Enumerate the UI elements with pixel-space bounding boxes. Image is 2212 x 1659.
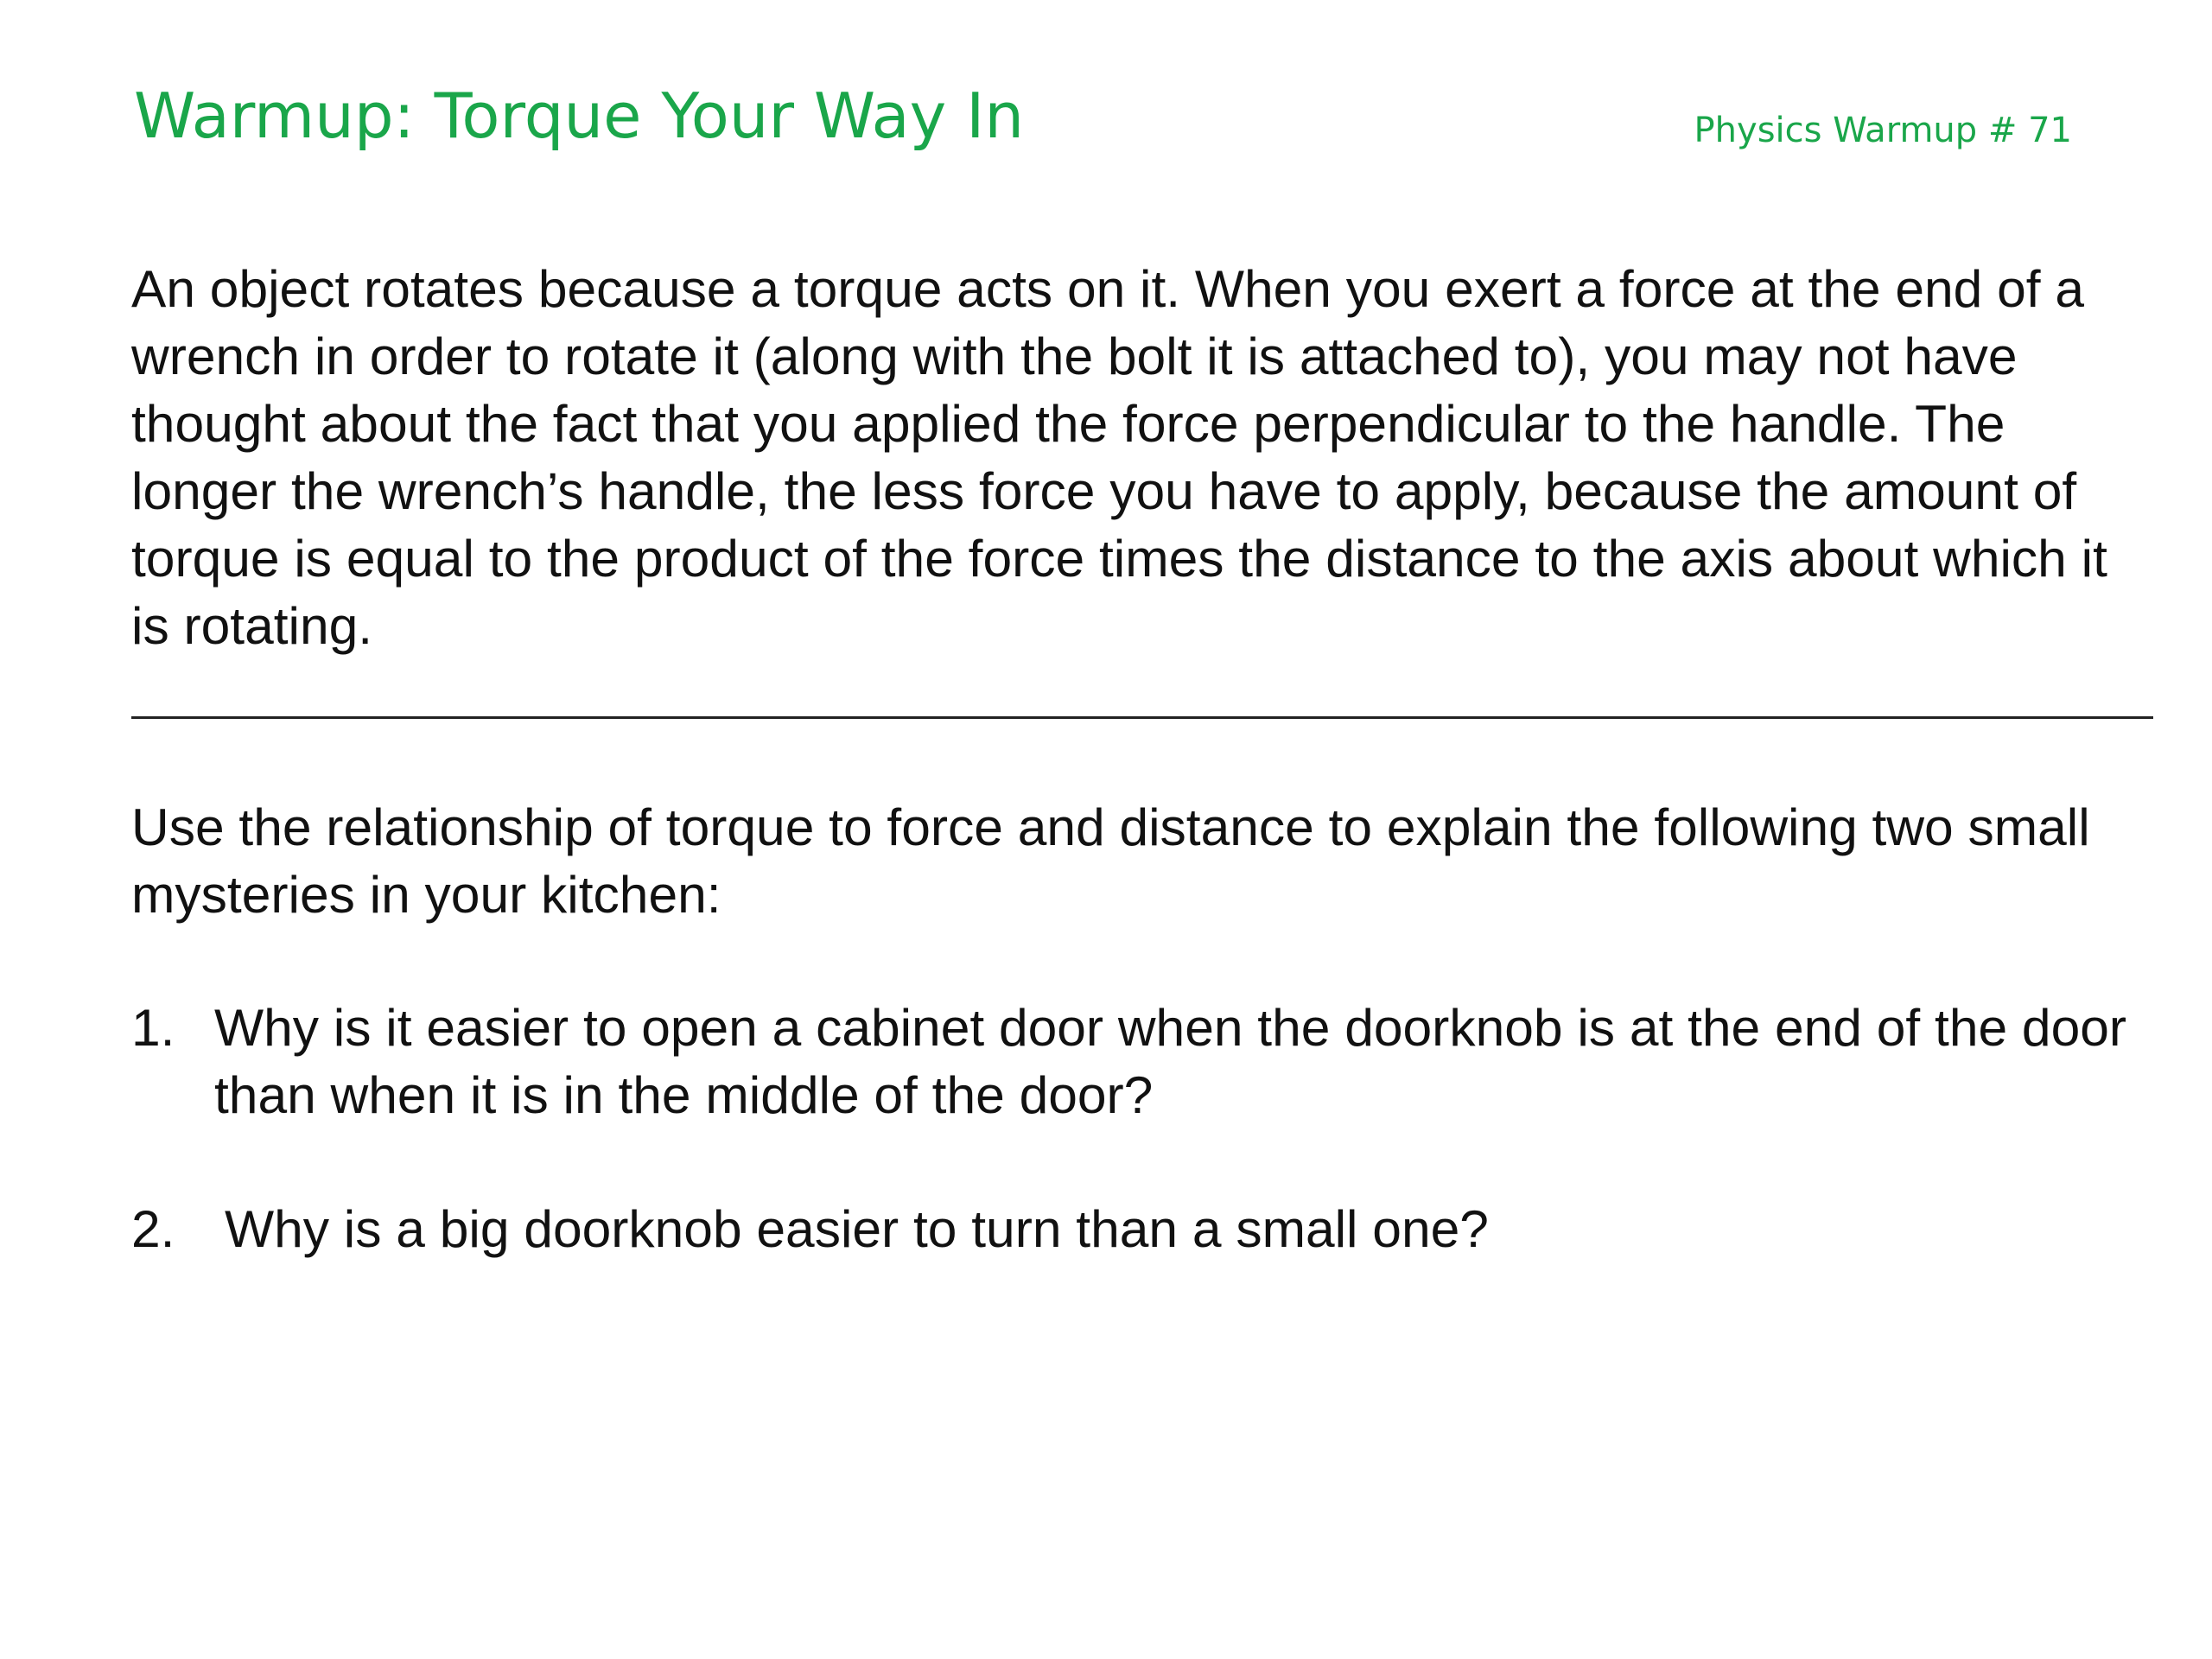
question-text: Why is a big doorknob easier to turn than a small one?: [225, 1199, 1489, 1258]
question-2: [131, 1195, 2145, 1262]
question-number: 2.: [131, 1199, 175, 1258]
intro-paragraph: An object rotates because a torque acts on it. When you exert a force at the end of a wrench in order to rotate it (along with the bolt it is attached to), you may not have thought about the fact that you applied the force perpendicular to the handle. The longer the wrench’s handle, the less force you have to apply, because the amount of torque is equal to the product of the force times the distance to the axis about which it is rotating.: [131, 259, 2107, 655]
divider-line: [131, 716, 2153, 719]
question-number: 1.: [131, 998, 175, 1057]
prompt-paragraph: Use the relationship of torque to force and distance to explain the following two small mysteries in your kitchen:: [131, 798, 2090, 924]
question-1: [131, 994, 2145, 1128]
slide-title: Warmup: Torque Your Way In: [134, 79, 1024, 152]
question-text: Why is it easier to open a cabinet door when the doorknob is at the end of the door than when it is in the middle of the door?: [214, 998, 2127, 1124]
warmup-number: Physics Warmup # 71: [1694, 111, 2072, 150]
